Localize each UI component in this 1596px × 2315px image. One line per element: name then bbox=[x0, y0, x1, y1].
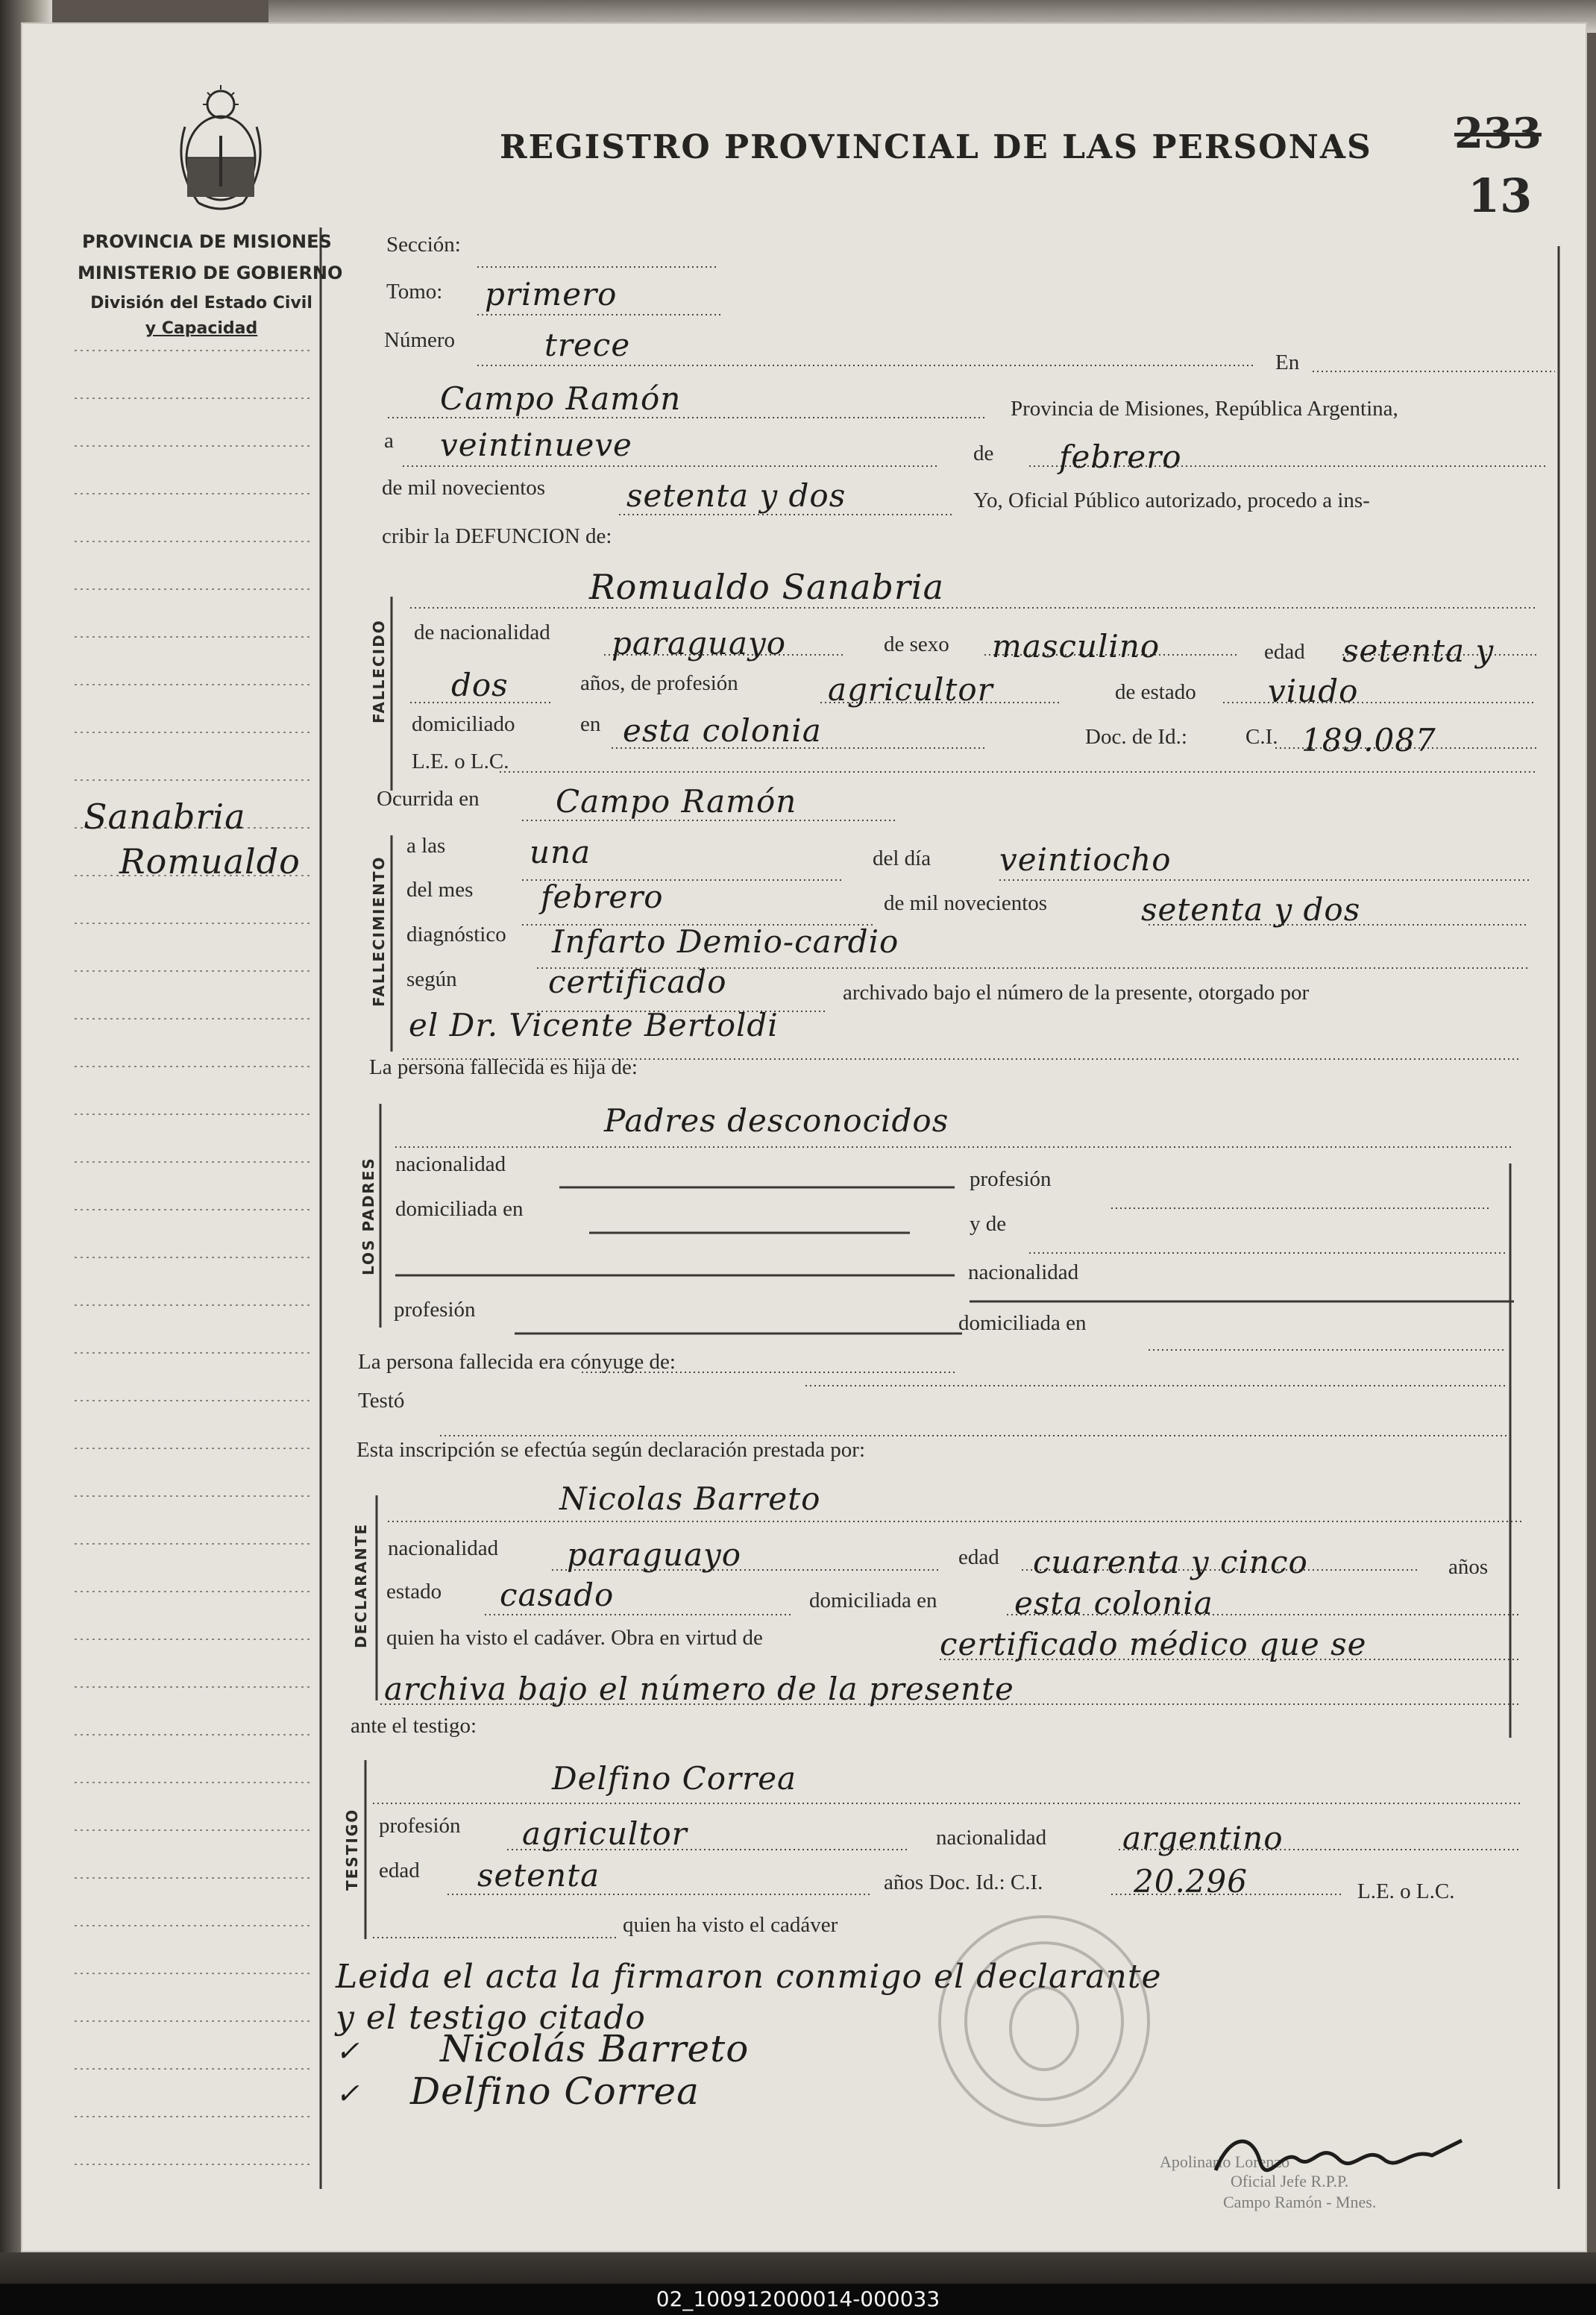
month-value: febrero bbox=[1059, 439, 1182, 475]
testigo-label: TESTIGO bbox=[343, 1808, 361, 1891]
testigo-nacionalidad: argentino bbox=[1122, 1820, 1284, 1856]
padres-domiciliada2-label: domiciliada en bbox=[958, 1311, 1087, 1335]
deceased-name: Romualdo Sanabria bbox=[589, 567, 945, 607]
testigo-profesion: agricultor bbox=[522, 1815, 688, 1852]
padres-intro: La persona fallecida es hija de: bbox=[369, 1055, 638, 1079]
edad-value-1: setenta y bbox=[1342, 632, 1495, 669]
official-seal-icon bbox=[932, 1909, 1156, 2133]
declarante-edad: cuarenta y cinco bbox=[1033, 1544, 1308, 1580]
declarante-edad-label: edad bbox=[958, 1545, 999, 1569]
issuer-ministry: MINISTERIO DE GOBIERNO bbox=[78, 263, 343, 283]
testigo-doc-label: años Doc. Id.: C.I. bbox=[884, 1870, 1043, 1894]
testigo-name: Delfino Correa bbox=[552, 1760, 797, 1797]
padres-profesion-label: profesión bbox=[970, 1167, 1052, 1191]
declarante-name: Nicolas Barreto bbox=[559, 1480, 821, 1517]
archivado-text: archivado bajo el número de la presente, otorgado por bbox=[843, 981, 1310, 1005]
profesion-label: años, de profesión bbox=[580, 671, 738, 695]
place-value: Campo Ramón bbox=[440, 380, 682, 417]
en-label: En bbox=[1275, 351, 1300, 374]
sexo-value: masculino bbox=[992, 628, 1160, 665]
mes-label: del mes bbox=[406, 878, 474, 902]
tomo-value: primero bbox=[485, 276, 618, 312]
padres-nacionalidad2-label: nacionalidad bbox=[968, 1260, 1079, 1284]
year-label: de mil novecientos bbox=[382, 476, 546, 500]
stamp-line-2: Oficial Jefe R.P.P. bbox=[1231, 2172, 1349, 2190]
signature-check-1: ✓ bbox=[336, 2035, 360, 2067]
declarante-domiciliada-label: domiciliada en bbox=[809, 1589, 937, 1612]
declarante-anos-label: años bbox=[1448, 1555, 1489, 1579]
image-id-bar: 02_100912000014-000033 bbox=[0, 2284, 1596, 2315]
declarante-nacionalidad-label: nacionalidad bbox=[388, 1536, 499, 1560]
testo-label: Testó bbox=[358, 1389, 405, 1413]
ocurrida-label: Ocurrida en bbox=[377, 787, 480, 811]
fallecimiento-label: FALLECIMIENTO bbox=[370, 855, 388, 1007]
numero-value: trece bbox=[544, 327, 631, 363]
le-lc-label: L.E. o L.C. bbox=[412, 750, 509, 773]
declarante-visto-text: quien ha visto el cadáver. Obra en virtud de bbox=[386, 1626, 763, 1650]
doc-label: Doc. de Id.: bbox=[1085, 725, 1187, 749]
declarante-label: DECLARANTE bbox=[352, 1522, 370, 1648]
page-number-struck: 233 bbox=[1454, 109, 1542, 158]
domiciliado-label: domiciliado bbox=[412, 712, 515, 736]
padres-label: LOS PADRES bbox=[359, 1157, 377, 1275]
estado-label: de estado bbox=[1115, 680, 1196, 704]
issuer-division-2: y Capacidad bbox=[145, 319, 258, 338]
diagnostico-label: diagnóstico bbox=[406, 923, 506, 946]
seccion-label: Sección: bbox=[386, 233, 461, 257]
signature-declarante: Nicolás Barreto bbox=[440, 2027, 750, 2070]
de-label: de bbox=[973, 442, 994, 465]
page-title: REGISTRO PROVINCIAL DE LAS PERSONAS bbox=[500, 128, 1372, 166]
officer-text: Yo, Oficial Público autorizado, procedo a ins- bbox=[973, 489, 1370, 512]
edad-label: edad bbox=[1264, 640, 1305, 664]
doc-type: C.I. bbox=[1245, 725, 1278, 749]
margin-surname: Sanabria bbox=[84, 797, 246, 837]
testigo-intro: ante el testigo: bbox=[351, 1714, 477, 1738]
dia-label: del día bbox=[873, 846, 931, 870]
padres-name: Padres desconocidos bbox=[604, 1102, 949, 1139]
profesion-value: agricultor bbox=[828, 671, 993, 708]
otorgado-value: el Dr. Vicente Bertoldi bbox=[409, 1007, 779, 1043]
diagnostico-value: Infarto Demio-cardio bbox=[552, 923, 899, 960]
declarante-nacionalidad: paraguayo bbox=[567, 1536, 742, 1573]
province-label: Provincia de Misiones, República Argentina, bbox=[1011, 397, 1398, 421]
declarante-estado: casado bbox=[500, 1577, 615, 1613]
sexo-label: de sexo bbox=[884, 632, 949, 656]
testigo-le-lc-label: L.E. o L.C. bbox=[1357, 1879, 1455, 1903]
a-label: a bbox=[384, 429, 394, 453]
closing-line-1: Leida el acta la firmaron conmigo el declarante bbox=[336, 1958, 1162, 1996]
padres-profesion2-label: profesión bbox=[394, 1298, 476, 1322]
closing-line-2: y el testigo citado bbox=[336, 1999, 646, 2037]
fallecido-label: FALLECIDO bbox=[370, 619, 388, 723]
testigo-visto-text: quien ha visto el cadáver bbox=[623, 1913, 838, 1937]
nacionalidad-value: paraguayo bbox=[612, 625, 787, 662]
declarante-estado-label: estado bbox=[386, 1580, 442, 1603]
testigo-edad: setenta bbox=[477, 1857, 600, 1894]
testigo-profesion-label: profesión bbox=[379, 1814, 461, 1838]
declarante-intro: Esta inscripción se efectúa según declaración prestada por: bbox=[356, 1438, 866, 1462]
padres-nacionalidad-label: nacionalidad bbox=[395, 1152, 506, 1176]
testigo-edad-label: edad bbox=[379, 1859, 420, 1882]
declarante-obra: certificado médico que se bbox=[940, 1626, 1367, 1662]
hora-value: una bbox=[530, 834, 591, 870]
dia-value: veintiocho bbox=[999, 841, 1172, 878]
testigo-nacionalidad-label: nacionalidad bbox=[936, 1826, 1047, 1850]
domicilio-value: esta colonia bbox=[623, 712, 822, 749]
inscribir-text: cribir la DEFUNCION de: bbox=[382, 524, 612, 548]
signature-check-2: ✓ bbox=[336, 2077, 360, 2110]
padres-y-de-label: y de bbox=[970, 1212, 1007, 1236]
segun-value: certificado bbox=[548, 964, 727, 1000]
testigo-doc-number: 20.296 bbox=[1134, 1863, 1248, 1900]
stamp-line-1: Apolinario Lorenzo bbox=[1160, 2152, 1290, 2171]
issuer-division: División del Estado Civil bbox=[90, 294, 312, 312]
page-number: 13 bbox=[1468, 169, 1533, 223]
ano-label: de mil novecientos bbox=[884, 891, 1048, 915]
padres-domiciliada-label: domiciliada en bbox=[395, 1197, 524, 1221]
ocurrida-value: Campo Ramón bbox=[556, 783, 797, 820]
mes-value: febrero bbox=[541, 879, 664, 915]
estado-value: viudo bbox=[1268, 673, 1359, 709]
issuer-province: PROVINCIA DE MISIONES bbox=[82, 231, 332, 252]
doc-number: 189.087 bbox=[1301, 722, 1436, 758]
official-signature-icon bbox=[1208, 2118, 1477, 2200]
domicilio-prefix: en bbox=[580, 712, 601, 736]
declarante-obra-2: archiva bajo el número de la presente bbox=[384, 1671, 1014, 1707]
tomo-label: Tomo: bbox=[386, 280, 443, 304]
conyuge-label: La persona fallecida era cónyuge de: bbox=[358, 1350, 676, 1374]
segun-label: según bbox=[406, 967, 457, 991]
hora-label: a las bbox=[406, 834, 446, 858]
edad-value-2: dos bbox=[451, 667, 509, 703]
declarante-domicilio: esta colonia bbox=[1014, 1585, 1213, 1621]
year-value: setenta y dos bbox=[626, 477, 846, 514]
margin-given-name: Romualdo bbox=[119, 841, 301, 882]
nacionalidad-label: de nacionalidad bbox=[414, 621, 550, 644]
signature-testigo: Delfino Correa bbox=[410, 2070, 700, 2113]
stamp-line-3: Campo Ramón - Mnes. bbox=[1223, 2193, 1377, 2211]
coat-of-arms-icon bbox=[169, 84, 273, 218]
day-value: veintinueve bbox=[440, 427, 632, 463]
ano-value: setenta y dos bbox=[1141, 891, 1361, 928]
numero-label: Número bbox=[384, 328, 456, 352]
